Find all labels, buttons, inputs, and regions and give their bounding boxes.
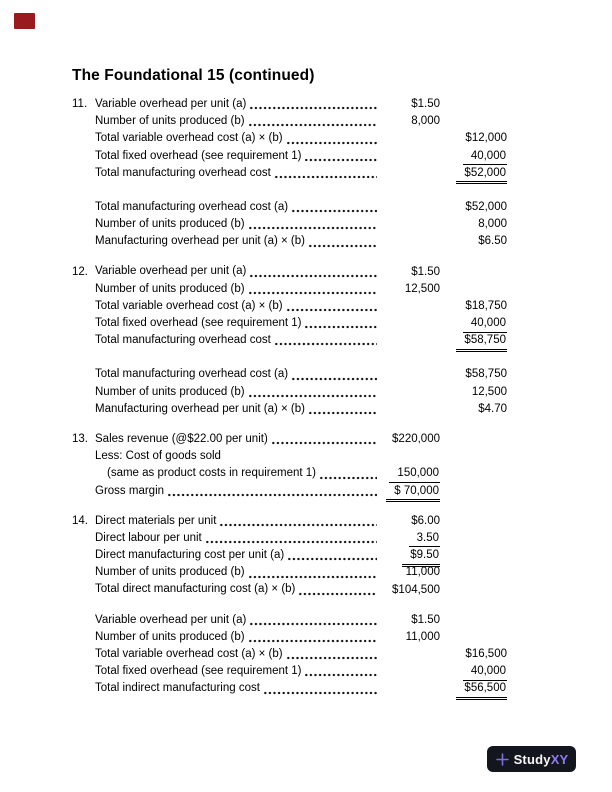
row-value-text: $ 70,000 (386, 484, 440, 503)
row-value-text: 8,000 (478, 218, 507, 231)
row-line (95, 216, 378, 233)
statement-row (0, 216, 612, 233)
row-line (95, 366, 378, 383)
row-value-text: $6.50 (478, 235, 507, 248)
row-line (95, 483, 378, 500)
statement-row (0, 680, 612, 697)
row-label: Number of units produced (b) (95, 115, 245, 128)
row-value (465, 199, 507, 216)
studyxy-badge (487, 746, 576, 772)
dot-leader (248, 394, 377, 398)
row-value-text: $1.50 (411, 98, 440, 110)
row-value-text: 3.50 (409, 531, 440, 548)
item-number: 13. (72, 433, 88, 445)
logo-text (514, 752, 569, 767)
statement-row (0, 612, 612, 629)
row-value-text: $12,000 (465, 132, 507, 145)
row-value-text: $52,000 (456, 166, 507, 185)
row-label: Total manufacturing overhead cost (a) (95, 368, 289, 381)
row-value (463, 315, 507, 333)
statement-row (0, 431, 612, 448)
item-number: 14. (72, 514, 88, 527)
dot-leader (308, 244, 377, 248)
dot-leader (271, 441, 377, 445)
row-line (95, 165, 378, 182)
row-value-text: $58,750 (465, 368, 507, 381)
statement-row (0, 233, 612, 250)
dot-leader (249, 622, 377, 626)
row-label: Variable overhead per unit (a) (95, 97, 247, 110)
dot-leader (274, 342, 377, 346)
row-value-text: 11,000 (405, 566, 440, 579)
row-label: Total variable overhead cost (a) × (b) (95, 648, 283, 661)
annotation-mark[interactable] (14, 13, 35, 29)
statement-row (0, 199, 612, 216)
row-line (95, 199, 378, 216)
row-line (95, 401, 378, 418)
row-value (411, 264, 440, 281)
statement-row (0, 148, 612, 165)
row-value-text: 12,500 (471, 385, 507, 398)
row-label: Manufacturing overhead per unit (a) × (b) (95, 402, 305, 415)
row-value-text: $4.70 (478, 402, 507, 415)
row-value (478, 401, 507, 418)
item-number: 11. (72, 98, 88, 110)
statement-row (0, 465, 612, 482)
dot-leader (308, 411, 377, 415)
row-value (465, 646, 507, 663)
statement-row (0, 663, 612, 680)
dot-leader (248, 123, 377, 127)
dot-leader (304, 673, 377, 677)
row-value (456, 165, 507, 185)
row-line (95, 298, 378, 315)
row-value (463, 663, 507, 681)
row-value (465, 366, 507, 383)
row-line (95, 530, 378, 547)
statement-block (0, 431, 612, 500)
row-line (95, 233, 378, 250)
statement-row (0, 113, 612, 130)
row-label: Total fixed overhead (see requirement 1) (95, 149, 302, 162)
row-value-text: 12,500 (404, 282, 440, 295)
row-line (95, 629, 378, 646)
statement-row (0, 547, 612, 564)
row-line (95, 646, 378, 663)
row-label: Direct manufacturing cost per unit (a) (95, 549, 285, 562)
row-value-text: 40,000 (463, 149, 507, 166)
statement-row (0, 646, 612, 663)
dot-leader (248, 291, 377, 295)
row-value (405, 281, 440, 298)
row-line (95, 281, 378, 298)
dot-leader (248, 639, 377, 643)
row-label: Number of units produced (b) (95, 218, 245, 231)
statement-row (0, 298, 612, 315)
dot-leader (249, 274, 377, 278)
dot-leader (304, 158, 377, 162)
dot-leader (248, 226, 377, 230)
row-line (95, 612, 378, 629)
dot-leader (274, 175, 377, 179)
row-value-text: $220,000 (392, 433, 440, 445)
row-label: Variable overhead per unit (a) (95, 265, 247, 278)
row-line (95, 148, 378, 165)
row-label: Total manufacturing overhead cost (a) (95, 200, 289, 213)
row-label: Less: Cost of goods sold (95, 450, 221, 463)
row-value (456, 332, 507, 352)
row-value-text: $56,500 (456, 681, 507, 700)
statement-block (0, 513, 612, 599)
row-label: Total fixed overhead (see requirement 1) (95, 317, 302, 330)
statement-row (0, 165, 612, 182)
statement-row (0, 130, 612, 147)
statement-row (0, 96, 612, 113)
row-value (389, 465, 440, 483)
row-value-text: $104,500 (392, 583, 440, 596)
row-label: Total indirect manufacturing cost (95, 682, 260, 695)
dot-leader (263, 691, 377, 695)
statement-row (0, 582, 612, 599)
row-line (95, 663, 378, 680)
row-line (95, 332, 378, 349)
row-value (411, 612, 440, 629)
row-label: Number of units produced (b) (95, 566, 245, 579)
row-line (95, 130, 378, 147)
statement-row (0, 530, 612, 547)
statement-row (0, 448, 612, 465)
statement-row (0, 564, 612, 581)
row-value (386, 483, 440, 503)
row-label: Number of units produced (b) (95, 630, 245, 643)
row-value (392, 582, 440, 599)
dot-leader (286, 141, 377, 145)
dot-leader (205, 540, 377, 544)
row-value (465, 298, 507, 315)
dot-leader (249, 106, 377, 110)
row-label: Variable overhead per unit (a) (95, 613, 247, 626)
row-line (95, 113, 378, 130)
row-value (478, 216, 507, 233)
dot-leader (304, 325, 377, 329)
row-value-text: 8,000 (411, 115, 440, 128)
statement-row (0, 629, 612, 646)
row-value (392, 431, 440, 448)
row-label: Number of units produced (b) (95, 282, 245, 295)
row-label: Total manufacturing overhead cost (95, 166, 271, 179)
row-value-text: 40,000 (463, 316, 507, 333)
row-line (95, 448, 378, 465)
row-label: Total fixed overhead (see requirement 1) (95, 665, 302, 678)
row-value (465, 130, 507, 147)
row-line (95, 264, 378, 281)
row-line (95, 513, 378, 530)
row-label: (same as product costs in requirement 1) (107, 467, 317, 480)
row-line (95, 547, 378, 564)
plus-icon (495, 752, 510, 767)
dot-leader (319, 476, 377, 480)
row-value-text: $6.00 (411, 514, 440, 527)
row-value (472, 384, 507, 401)
row-line (95, 315, 378, 332)
row-label: Total variable overhead cost (a) × (b) (95, 132, 283, 145)
statement-row (0, 332, 612, 349)
row-label: Total manufacturing overhead cost (95, 334, 271, 347)
dot-leader (286, 308, 377, 312)
row-label: Gross margin (95, 484, 165, 497)
row-value-text: $16,500 (465, 648, 507, 661)
dot-leader (298, 592, 377, 596)
statement-row (0, 264, 612, 281)
statement-row (0, 315, 612, 332)
dot-leader (219, 523, 377, 527)
row-label: Direct labour per unit (95, 531, 202, 544)
row-label: Manufacturing overhead per unit (a) × (b) (95, 235, 305, 248)
item-number: 12. (72, 265, 88, 278)
row-value (409, 530, 440, 548)
row-label: Total direct manufacturing cost (a) × (b) (95, 583, 296, 596)
row-value (463, 148, 507, 166)
statement-block (0, 264, 612, 350)
statement-row (0, 384, 612, 401)
page-title: The Foundational 15 (continued) (72, 67, 315, 84)
row-value (411, 113, 440, 130)
row-value-text: $18,750 (465, 299, 507, 312)
document-body (0, 96, 612, 698)
statement-row (0, 281, 612, 298)
row-value (406, 629, 440, 646)
dot-leader (286, 656, 377, 660)
row-value-text: $9.50 (402, 548, 440, 567)
statement-block (0, 612, 612, 698)
row-label: Number of units produced (b) (95, 385, 245, 398)
row-line (95, 384, 378, 401)
row-value (406, 564, 440, 581)
statement-row (0, 401, 612, 418)
row-value (411, 513, 440, 530)
row-line (95, 582, 378, 599)
row-label: Direct materials per unit (95, 514, 217, 527)
statement-row (0, 483, 612, 500)
dot-leader (167, 493, 377, 497)
row-value-text: $1.50 (411, 613, 440, 626)
statement-block (0, 96, 612, 182)
row-line (95, 680, 378, 697)
statement-block (0, 199, 612, 251)
statement-block (0, 366, 612, 418)
dot-leader (248, 575, 377, 579)
logo-text-accent: XY (550, 751, 569, 767)
statement-row (0, 513, 612, 530)
row-value-text: 40,000 (463, 664, 507, 681)
row-line (95, 564, 378, 581)
row-value-text: 150,000 (389, 466, 440, 483)
row-label: Total variable overhead cost (a) × (b) (95, 299, 283, 312)
dot-leader (287, 557, 377, 561)
dot-leader (291, 377, 377, 381)
row-value (456, 680, 507, 700)
row-line (95, 96, 378, 113)
row-value (411, 96, 440, 113)
row-value-text: $52,000 (465, 200, 507, 213)
dot-leader (291, 209, 377, 213)
row-label: Sales revenue (@$22.00 per unit) (95, 432, 268, 445)
row-value-text: $1.50 (411, 265, 440, 278)
statement-row (0, 366, 612, 383)
row-value-text: $58,750 (456, 333, 507, 352)
logo-text-primary: Study (513, 751, 551, 767)
row-line (95, 431, 378, 448)
row-value-text: 11,000 (405, 630, 440, 643)
row-value (478, 233, 507, 250)
row-line (107, 465, 378, 482)
